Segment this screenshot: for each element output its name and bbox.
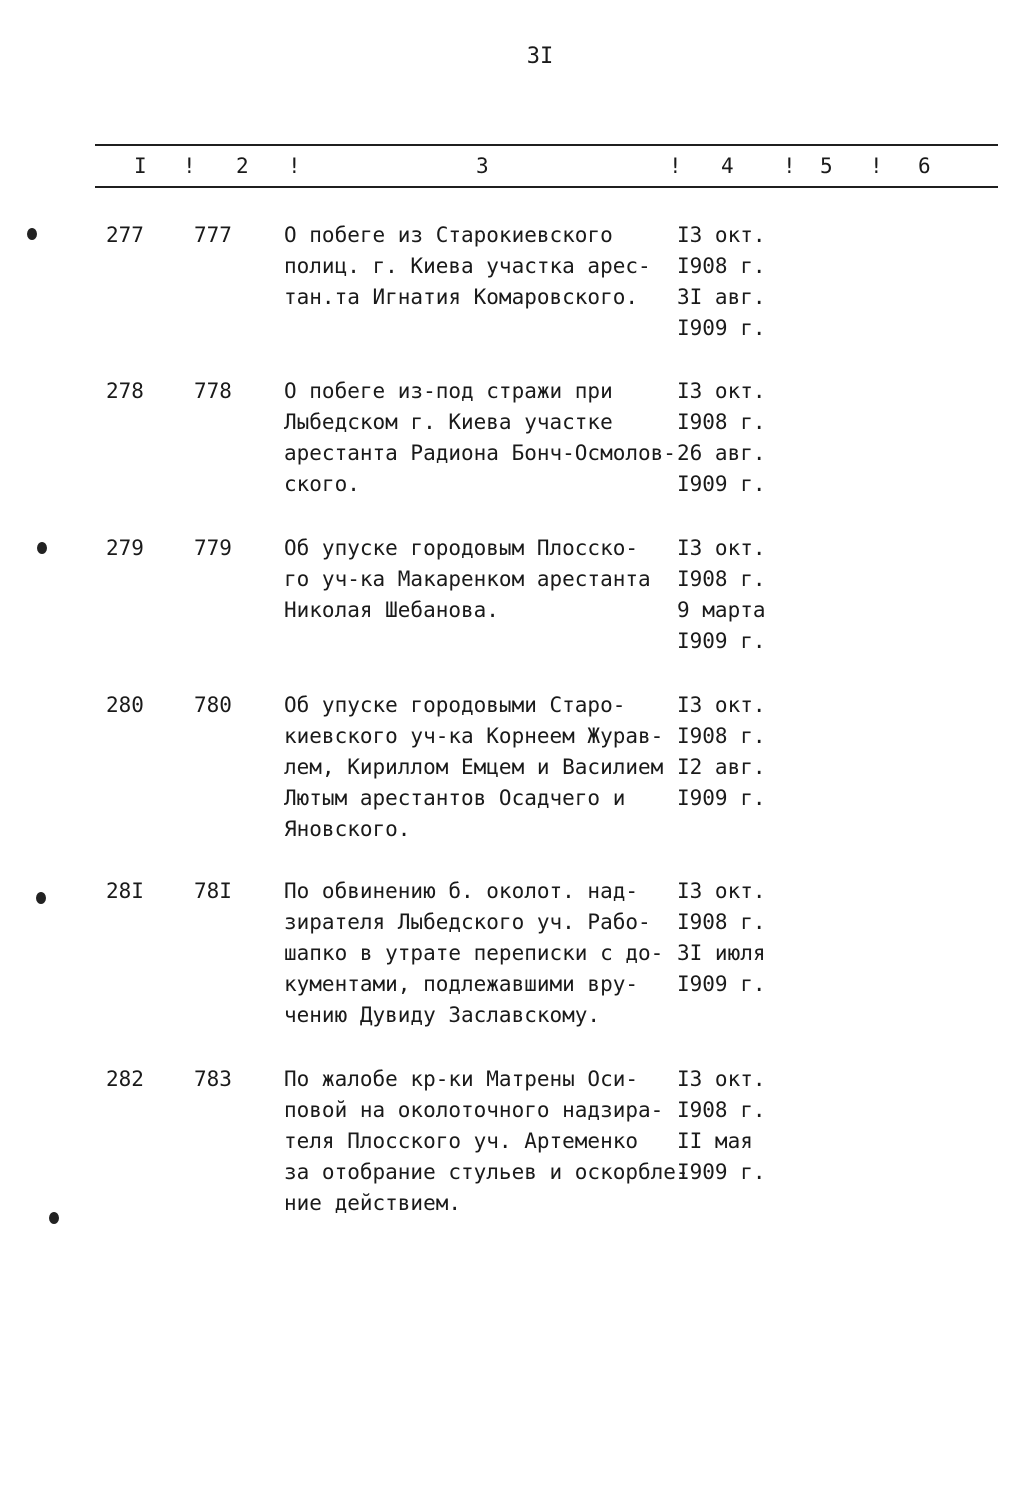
date-line: 9 марта: [677, 598, 766, 622]
record-number: 282: [106, 1067, 144, 1091]
title-line: го уч-ка Макаренком арестанта: [284, 567, 651, 591]
date-line: I2 авг.: [677, 755, 766, 779]
title-line: лем, Кириллом Емцем и Василием: [284, 755, 664, 779]
title-line: шапко в утрате переписки с до-: [284, 941, 664, 965]
inventory-number: 783: [194, 1067, 232, 1091]
title-line: повой на околоточного надзира-: [284, 1098, 664, 1122]
header-separator: !: [183, 154, 196, 178]
binding-hole-mark: [49, 1212, 59, 1224]
record-title: [284, 1064, 689, 1219]
binding-hole-mark: [27, 228, 37, 240]
inventory-number: 777: [194, 223, 232, 247]
title-line: Лютым арестантов Осадчего и: [284, 786, 626, 810]
title-line: теля Плосского уч. Артеменко: [284, 1129, 639, 1153]
title-line: киевского уч-ка Корнеем Журав-: [284, 724, 664, 748]
date-line: I3 окт.: [677, 536, 766, 560]
date-line: I908 г.: [677, 1098, 766, 1122]
header-rule-bottom: [95, 186, 998, 188]
date-line: I909 г.: [677, 972, 766, 996]
date-line: I908 г.: [677, 410, 766, 434]
title-line: Об упуске городовыми Старо-: [284, 693, 626, 717]
header-separator: !: [783, 154, 796, 178]
date-line: I909 г.: [677, 629, 766, 653]
header-rule-top: [95, 144, 998, 146]
record-title: [284, 533, 651, 626]
header-separator: !: [669, 154, 682, 178]
title-line: чению Дувиду Заславскому.: [284, 1003, 601, 1027]
record-dates: [677, 1064, 766, 1188]
date-line: I908 г.: [677, 567, 766, 591]
header-col-6: 6: [918, 154, 931, 178]
record-number: 28I: [106, 879, 144, 903]
inventory-number: 780: [194, 693, 232, 717]
title-line: Лыбедском г. Киева участке: [284, 410, 613, 434]
date-line: I3 окт.: [677, 223, 766, 247]
binding-hole-mark: [37, 542, 47, 554]
header-col-2: 2: [236, 154, 249, 178]
title-line: полиц. г. Киева участка арес-: [284, 254, 651, 278]
title-line: По жалобе кр-ки Матрены Оси-: [284, 1067, 639, 1091]
title-line: По обвинению б. околот. над-: [284, 879, 639, 903]
record-title: [284, 376, 676, 500]
header-separator: !: [288, 154, 301, 178]
title-line: О побеге из Старокиевского: [284, 223, 613, 247]
record-dates: [677, 876, 766, 1000]
date-line: I3 окт.: [677, 1067, 766, 1091]
date-line: I3 окт.: [677, 693, 766, 717]
title-line: тан.та Игнатия Комаровского.: [284, 285, 639, 309]
inventory-number: 778: [194, 379, 232, 403]
date-line: I909 г.: [677, 316, 766, 340]
record-title: [284, 690, 663, 845]
binding-hole-mark: [36, 892, 46, 904]
date-line: I908 г.: [677, 724, 766, 748]
title-line: за отобрание стульев и оскорбле-: [284, 1160, 689, 1184]
title-line: кументами, подлежавшими вру-: [284, 972, 639, 996]
record-title: [284, 220, 651, 313]
title-line: О побеге из-под стражи при: [284, 379, 613, 403]
date-line: I3 окт.: [677, 879, 766, 903]
header-col-1: I: [134, 154, 147, 178]
title-line: арестанта Радиона Бонч-Осмолов-: [284, 441, 676, 465]
header-col-3: 3: [476, 154, 489, 178]
date-line: I3 окт.: [677, 379, 766, 403]
date-line: 3I авг.: [677, 285, 766, 309]
record-title: [284, 876, 663, 1031]
date-line: 3I июля: [677, 941, 766, 965]
date-line: II мая: [677, 1129, 753, 1153]
title-line: Яновского.: [284, 817, 411, 841]
title-line: Николая Шебанова.: [284, 598, 499, 622]
record-dates: [677, 220, 766, 344]
date-line: I909 г.: [677, 786, 766, 810]
record-dates: [677, 690, 766, 814]
header-col-4: 4: [721, 154, 734, 178]
inventory-number: 78I: [194, 879, 232, 903]
page-number: 3I: [526, 44, 554, 69]
record-number: 277: [106, 223, 144, 247]
date-line: I909 г.: [677, 472, 766, 496]
title-line: Об упуске городовым Плосско-: [284, 536, 639, 560]
record-number: 280: [106, 693, 144, 717]
date-line: I908 г.: [677, 254, 766, 278]
title-line: зирателя Лыбедского уч. Рабо-: [284, 910, 651, 934]
header-col-5: 5: [820, 154, 833, 178]
title-line: ского.: [284, 472, 360, 496]
title-line: ние действием.: [284, 1191, 462, 1215]
record-dates: [677, 376, 766, 500]
inventory-number: 779: [194, 536, 232, 560]
date-line: I908 г.: [677, 910, 766, 934]
header-separator: !: [870, 154, 883, 178]
record-number: 279: [106, 536, 144, 560]
record-number: 278: [106, 379, 144, 403]
date-line: I909 г.: [677, 1160, 766, 1184]
date-line: 26 авг.: [677, 441, 766, 465]
record-dates: [677, 533, 766, 657]
